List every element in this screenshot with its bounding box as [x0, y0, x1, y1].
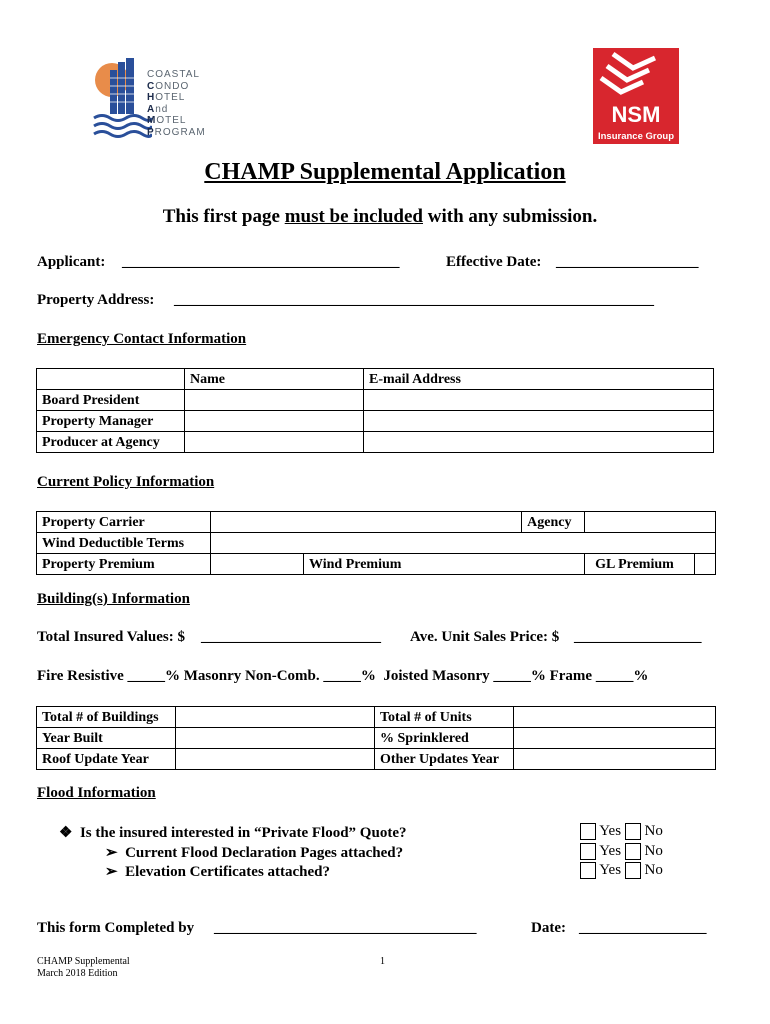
wind-premium-label: Wind Premium	[304, 554, 585, 575]
nsm-logo-text: NSM	[611, 102, 661, 127]
yes-checkbox[interactable]	[580, 823, 596, 840]
property-premium-label: Property Premium	[37, 554, 211, 575]
page-subtitle: This first page must be included with any submission.	[162, 206, 598, 227]
buildings-heading: Building(s) Information	[37, 591, 190, 607]
page-title: CHAMP Supplemental Application	[204, 159, 566, 185]
wind-deductible-label: Wind Deductible Terms	[37, 533, 211, 554]
other-updates-label: Other Updates Year	[375, 749, 514, 770]
applicant-field[interactable]: _____________________________________	[122, 254, 400, 270]
table-row	[37, 707, 716, 728]
ave-price-label: Ave. Unit Sales Price: $	[410, 629, 560, 645]
table-row	[37, 411, 714, 432]
property-carrier-cell[interactable]	[211, 512, 522, 533]
effective-date-label: Effective Date:	[446, 254, 542, 270]
no-label: No	[644, 823, 663, 839]
yes-checkbox[interactable]	[580, 862, 596, 879]
table-row	[37, 749, 716, 770]
no-label: No	[644, 862, 663, 878]
page-number: 1	[380, 956, 385, 967]
flood-question-3-text: Elevation Certificates attached?	[125, 864, 331, 880]
tiv-field[interactable]: ________________________	[201, 629, 381, 645]
name-header: Name	[185, 369, 364, 390]
other-updates-cell[interactable]	[514, 749, 716, 770]
yes-label: Yes	[599, 843, 622, 859]
property-manager-label: Property Manager	[37, 411, 185, 432]
email-header: E-mail Address	[364, 369, 714, 390]
table-row	[37, 390, 714, 411]
board-president-label: Board President	[37, 390, 185, 411]
property-address-label: Property Address:	[37, 292, 155, 308]
board-president-email-cell[interactable]	[364, 390, 714, 411]
gl-premium-label: GL Premium	[585, 554, 695, 575]
yes-label: Yes	[599, 862, 622, 878]
roof-update-label: Roof Update Year	[37, 749, 176, 770]
no-checkbox[interactable]	[625, 823, 641, 840]
ave-price-field[interactable]: _________________	[574, 629, 702, 645]
applicant-label: Applicant:	[37, 254, 106, 270]
footer-form-name: CHAMP Supplemental	[37, 956, 130, 967]
footer-edition: March 2018 Edition	[37, 968, 118, 979]
policy-table	[36, 511, 716, 575]
nsm-logo	[593, 48, 679, 144]
property-manager-email-cell[interactable]	[364, 411, 714, 432]
building-details-table	[36, 706, 716, 770]
sprinklered-label: % Sprinklered	[375, 728, 514, 749]
policy-heading: Current Policy Information	[37, 474, 215, 490]
total-units-cell[interactable]	[514, 707, 716, 728]
table-row	[37, 512, 716, 533]
property-manager-name-cell[interactable]	[185, 411, 364, 432]
table-row	[37, 533, 716, 554]
nsm-logo-subtext: Insurance Group	[593, 130, 679, 144]
flood-question-1	[59, 823, 406, 842]
flood-question-2-text: Current Flood Declaration Pages attached?	[125, 845, 404, 861]
producer-name-cell[interactable]	[185, 432, 364, 453]
agency-label: Agency	[522, 512, 585, 533]
table-row	[37, 432, 714, 453]
date-field[interactable]: _________________	[579, 920, 707, 936]
total-units-label: Total # of Units	[375, 707, 514, 728]
subtitle-emphasis: must be included	[284, 206, 423, 227]
year-built-cell[interactable]	[176, 728, 375, 749]
champ-logo	[92, 56, 242, 140]
roof-update-cell[interactable]	[176, 749, 375, 770]
emergency-heading: Emergency Contact Information	[37, 331, 247, 347]
table-row	[37, 728, 716, 749]
champ-logo-text: COASTAL CONDO HOTEL And MOTEL PROGRAM	[147, 69, 206, 138]
total-buildings-label: Total # of Buildings	[37, 707, 176, 728]
flood-question-2	[105, 843, 403, 862]
diamond-bullet-icon: ❖	[59, 825, 73, 841]
arrow-bullet-icon: ➢	[105, 845, 118, 861]
table-row	[37, 554, 716, 575]
emergency-contact-table	[36, 368, 714, 453]
flood-question-3	[105, 862, 330, 881]
total-buildings-cell[interactable]	[176, 707, 375, 728]
tiv-label: Total Insured Values: $	[37, 629, 185, 645]
property-address-field[interactable]: ________________________________________________________________	[174, 292, 654, 308]
wind-deductible-cell[interactable]	[211, 533, 716, 554]
sprinklered-cell[interactable]	[514, 728, 716, 749]
producer-label: Producer at Agency	[37, 432, 185, 453]
flood-heading: Flood Information	[37, 785, 156, 801]
yes-label: Yes	[599, 823, 622, 839]
gl-premium-cell[interactable]	[695, 554, 716, 575]
agency-cell[interactable]	[585, 512, 716, 533]
property-premium-cell[interactable]	[211, 554, 304, 575]
completed-by-field[interactable]: ___________________________________	[214, 920, 477, 936]
completed-by-label: This form Completed by	[37, 920, 195, 936]
flood-question-1-text: Is the insured interested in “Private Flood” Quote?	[79, 825, 407, 841]
flood-q2-options	[580, 843, 663, 860]
year-built-label: Year Built	[37, 728, 176, 749]
champ-line-0: COASTAL	[147, 69, 200, 80]
no-label: No	[644, 843, 663, 859]
no-checkbox[interactable]	[625, 862, 641, 879]
arrow-bullet-icon: ➢	[105, 864, 118, 880]
effective-date-field[interactable]: ___________________	[556, 254, 699, 270]
no-checkbox[interactable]	[625, 843, 641, 860]
flood-q1-options	[580, 823, 663, 840]
property-carrier-label: Property Carrier	[37, 512, 211, 533]
date-label: Date:	[531, 920, 566, 936]
producer-email-cell[interactable]	[364, 432, 714, 453]
table-row	[37, 369, 714, 390]
board-president-name-cell[interactable]	[185, 390, 364, 411]
table-cell	[37, 369, 185, 390]
yes-checkbox[interactable]	[580, 843, 596, 860]
construction-line[interactable]: Fire Resistive _____% Masonry Non-Comb. _____% Joisted Masonry _____% Frame _____%	[37, 668, 649, 684]
flood-q3-options	[580, 862, 663, 879]
